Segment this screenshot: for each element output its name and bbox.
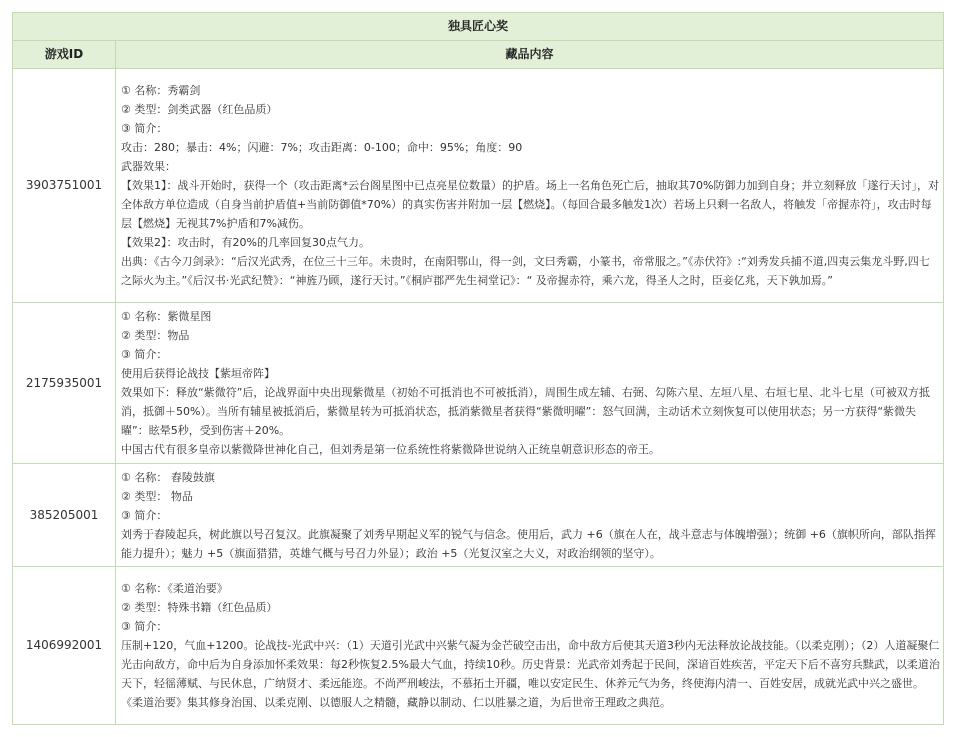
item-name: ① 名称： 舂陵鼓旗 xyxy=(121,470,215,484)
item-description: 刘秀于舂陵起兵，树此旗以号召复汉。此旗凝聚了刘秀早期起义军的锐气与信念。使用后，武力 +6（旗在人在，战斗意志与体魄增强）；统御 +6（旗帜所向，部队指挥能力提升）；魅力 +5（旗面猎猎，英雄气概与号召力外显）；政治 +5（光复汉室之大义，对政治纲领的坚守）。 xyxy=(121,527,936,560)
item-effect-2: 【效果2】：攻击时，有20%的几率回复30点气力。 xyxy=(121,236,370,249)
item-intro-label: ③ 简介： xyxy=(121,348,168,361)
item-skill: 使用后获得论战技【紫垣帝阵】 xyxy=(121,367,275,380)
game-id-cell: 3903751001 xyxy=(13,69,116,303)
table-row xyxy=(13,567,944,725)
item-content-cell xyxy=(116,69,944,303)
header-item-content: 藏品内容 xyxy=(116,41,944,69)
table-title-row xyxy=(13,13,944,41)
header-game-id: 游戏ID xyxy=(13,41,116,69)
item-effect-label: 武器效果： xyxy=(121,160,176,173)
item-effect: 效果如下：释放“紫微符”后，论战界面中央出现紫微星（初始不可抵消也不可被抵消），周围生成左辅、右弼、勾陈六星、左垣八星、右垣七星、北斗七星（可被双方抵消，抵御＋50%）。当所有辅星被抵消后，紫微星转为可抵消状态，抵消紫微星者获得“紫微明曜”：怒气回满，主动话术立刻恢复可以使用状态；另一方获得“紫微失曜”：眩晕5秒，受到伤害＋20%。 xyxy=(121,386,930,437)
table-row xyxy=(13,69,944,303)
game-id-cell: 1406992001 xyxy=(13,567,116,725)
game-id-cell: 385205001 xyxy=(13,464,116,567)
item-type: ② 类型： 物品 xyxy=(121,489,193,503)
item-intro-label: ③ 简介： xyxy=(121,508,168,522)
item-description: 压制+120，气血+1200。论战技-光武中兴：（1）天道引光武中兴紫气凝为金芒破空击出，命中敌方后使其天道3秒内无法释放论战技能。（以柔克刚）；（2）人道凝聚仁光击向敌方，命中后为自身添加怀柔效果：每2秒恢复2.5%最大气血，持续10秒。历史背景：光武帝刘秀起于民间，深谙百姓疾苦，平定天下后不喜穷兵黩武，以柔道治天下，轻徭薄赋、与民休息，广纳贤才、柔远能迩。不尚严刑峻法，不慕拓土开疆，唯以安定民生、休养元气为务，终使海内清一、百姓安居，成就光武中兴之盛世。《柔道治要》集其修身治国、以柔克刚、以德服人之精髓，藏静以制动、仁以胜暴之道，为后世帝王理政之典范。 xyxy=(121,639,940,709)
item-stats: 攻击：280；暴击：4%；闪避：7%；攻击距离：0-100；命中：95%；角度：90 xyxy=(121,141,523,154)
item-intro-label: ③ 简介： xyxy=(121,620,168,633)
item-content-cell xyxy=(116,567,944,725)
table-header-row xyxy=(13,41,944,69)
game-id-cell: 2175935001 xyxy=(13,303,116,464)
item-type: ② 类型：物品 xyxy=(121,329,190,342)
item-name: ① 名称：秀霸剑 xyxy=(121,84,201,97)
item-name: ① 名称：紫微星图 xyxy=(121,310,212,323)
award-table xyxy=(12,12,944,725)
item-type: ② 类型：剑类武器（红色品质） xyxy=(121,103,278,116)
item-effect-1: 【效果1】：战斗开始时，获得一个（攻击距离*云台阁星图中已点亮星位数量）的护盾。场上一名角色死亡后，抽取其70%防御力加到自身；并立刻释放「遂行天讨」，对全体敌方单位造成（自身当前护盾值+当前防御值*70%）的真实伤害并附加一层【燃烧】。（每回合最多触发1次）若场上只剩一名敌人，将触发「帝握赤符」，攻击时每层【燃烧】无视其7%护盾和7%减伤。 xyxy=(121,179,939,230)
item-content-cell xyxy=(116,303,944,464)
item-note: 中国古代有很多皇帝以紫微降世神化自己，但刘秀是第一位系统性将紫微降世说纳入正统皇朝意识形态的帝王。 xyxy=(121,443,660,456)
item-source: 出典：《古今刀剑录》：“后汉光武秀，在位三十三年。未贵时，在南阳鄂山，得一剑，文曰秀霸，小篆书，帝常服之。”《赤伏符》:“刘秀发兵捕不道,四夷云集龙斗野,四七之际火为主。”《后汉书·光武纪赞》：“神旌乃顾，遂行天讨。”《桐庐郡严先生祠堂记》：“ 及帝握赤符，乘六龙，得圣人之时，臣妾亿兆，天下孰加焉。” xyxy=(121,255,930,287)
table-row xyxy=(13,464,944,567)
item-type: ② 类型：特殊书籍（红色品质） xyxy=(121,601,278,614)
item-intro-label: ③ 简介： xyxy=(121,122,168,135)
item-content-cell xyxy=(116,464,944,567)
table-title: 独具匠心奖 xyxy=(13,13,944,41)
table-row xyxy=(13,303,944,464)
item-name: ① 名称：《柔道治要》 xyxy=(121,582,228,595)
